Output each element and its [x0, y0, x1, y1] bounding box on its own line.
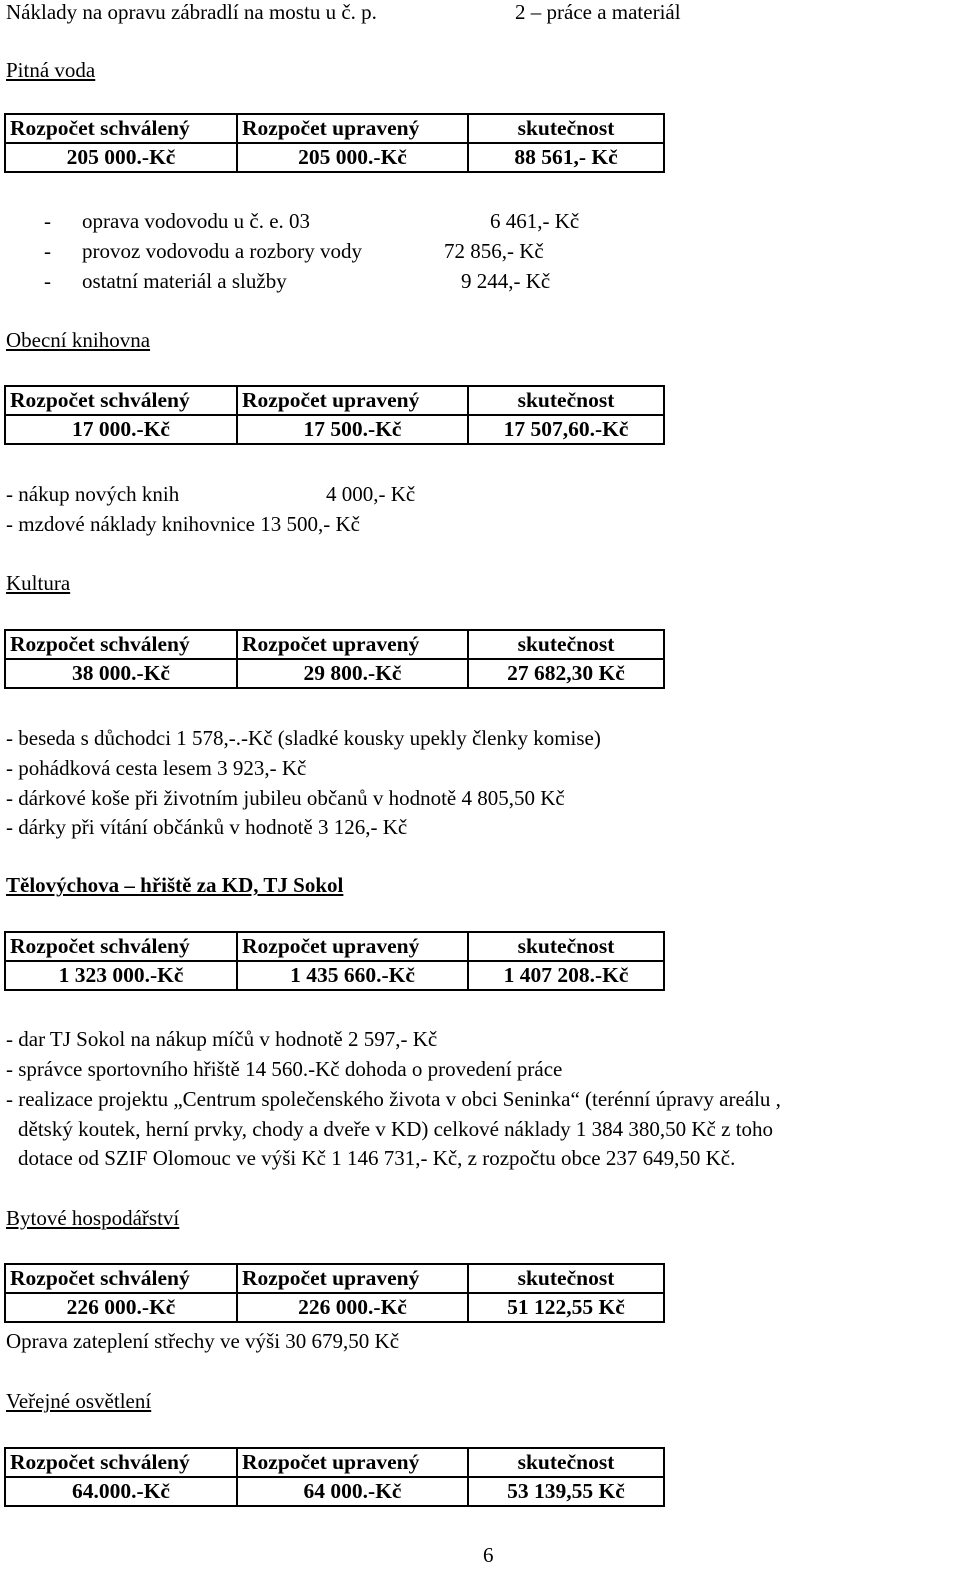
table-header-row	[5, 932, 664, 961]
list-item: - dárkové koše při životním jubileu občanů v hodnotě 4 805,50 Kč	[6, 786, 565, 810]
value-actual: 17 507,60.-Kč	[468, 415, 664, 444]
list-item-continuation: dětský koutek, herní prvky, chody a dveře v KD) celkové náklady 1 384 380,50 Kč z toho	[18, 1117, 774, 1141]
budget-table-kultura	[4, 629, 665, 689]
list-item-amount: 6 461,- Kč	[490, 209, 580, 233]
list-item-label: provoz vodovodu a rozbory vody	[82, 239, 362, 263]
table-header-row	[5, 114, 664, 143]
value-adjusted: 29 800.-Kč	[237, 659, 468, 688]
section-title-telovychova: Tělovýchova – hřiště za KD, TJ Sokol	[6, 873, 344, 897]
header-cell-adjusted: Rozpočet upravený	[237, 386, 468, 415]
value-approved: 17 000.-Kč	[5, 415, 237, 444]
table-header-row	[5, 1448, 664, 1477]
list-bullet: -	[44, 239, 51, 263]
list-item-label: ostatní materiál a služby	[82, 269, 287, 293]
value-actual: 1 407 208.-Kč	[468, 961, 664, 990]
table-header-row	[5, 1264, 664, 1293]
value-actual: 53 139,55 Kč	[468, 1477, 664, 1506]
header-cell-approved: Rozpočet schválený	[5, 1448, 237, 1477]
value-approved: 64.000.-Kč	[5, 1477, 237, 1506]
section-title-knihovna: Obecní knihovna	[6, 328, 151, 352]
header-cell-approved: Rozpočet schválený	[5, 114, 237, 143]
value-adjusted: 64 000.-Kč	[237, 1477, 468, 1506]
list-item: - dar TJ Sokol na nákup míčů v hodnotě 2 597,- Kč	[6, 1027, 438, 1051]
header-cell-approved: Rozpočet schválený	[5, 386, 237, 415]
section-title-bytove: Bytové hospodářství	[6, 1206, 180, 1230]
header-cell-actual: skutečnost	[468, 932, 664, 961]
budget-table-telovychova	[4, 931, 665, 991]
header-text: Náklady na opravu zábradlí na mostu u č. p.	[6, 0, 377, 24]
list-item-label: oprava vodovodu u č. e. 03	[82, 209, 311, 233]
page-number: 6	[483, 1543, 494, 1567]
list-bullet: -	[44, 209, 51, 233]
list-item: - beseda s důchodci 1 578,-.-Kč (sladké kousky upekly členky komise)	[6, 726, 601, 750]
table-value-row	[5, 143, 664, 172]
value-approved: 1 323 000.-Kč	[5, 961, 237, 990]
budget-table-bytove	[4, 1263, 665, 1323]
header-cell-actual: skutečnost	[468, 1264, 664, 1293]
budget-table-knihovna	[4, 385, 665, 445]
budget-table-pitna-voda	[4, 113, 665, 173]
header-cell-actual: skutečnost	[468, 386, 664, 415]
table-header-row	[5, 630, 664, 659]
table-value-row	[5, 659, 664, 688]
value-approved: 38 000.-Kč	[5, 659, 237, 688]
value-actual: 27 682,30 Kč	[468, 659, 664, 688]
list-item: - správce sportovního hřiště 14 560.-Kč dohoda o provedení práce	[6, 1057, 563, 1081]
header-cell-actual: skutečnost	[468, 114, 664, 143]
value-adjusted: 1 435 660.-Kč	[237, 961, 468, 990]
list-item: - pohádková cesta lesem 3 923,- Kč	[6, 756, 307, 780]
note-text: Oprava zateplení střechy ve výši 30 679,50 Kč	[6, 1329, 400, 1353]
value-approved: 205 000.-Kč	[5, 143, 237, 172]
header-cell-actual: skutečnost	[468, 1448, 664, 1477]
table-value-row	[5, 1477, 664, 1506]
header-cell-approved: Rozpočet schválený	[5, 1264, 237, 1293]
section-title-osvetleni: Veřejné osvětlení	[6, 1389, 152, 1413]
table-value-row	[5, 961, 664, 990]
value-approved: 226 000.-Kč	[5, 1293, 237, 1322]
list-item-label: - nákup nových knih	[6, 482, 180, 506]
value-adjusted: 17 500.-Kč	[237, 415, 468, 444]
value-actual: 51 122,55 Kč	[468, 1293, 664, 1322]
list-item: - realizace projektu „Centrum společenského života v obci Seninka“ (terénní úpravy areálu ,	[6, 1087, 781, 1111]
header-cell-adjusted: Rozpočet upravený	[237, 114, 468, 143]
list-item: - mzdové náklady knihovnice 13 500,- Kč	[6, 512, 360, 536]
budget-table-osvetleni	[4, 1447, 665, 1507]
list-item-continuation: dotace od SZIF Olomouc ve výši Kč 1 146 731,- Kč, z rozpočtu obce 237 649,50 Kč.	[18, 1146, 736, 1170]
section-title-pitna-voda: Pitná voda	[6, 58, 96, 82]
table-value-row	[5, 415, 664, 444]
value-actual: 88 561,- Kč	[468, 143, 664, 172]
list-item-amount: 9 244,- Kč	[461, 269, 551, 293]
list-item-amount: 72 856,- Kč	[444, 239, 544, 263]
header-cell-approved: Rozpočet schválený	[5, 630, 237, 659]
header-cell-actual: skutečnost	[468, 630, 664, 659]
list-item-amount: 4 000,- Kč	[326, 482, 416, 506]
list-bullet: -	[44, 269, 51, 293]
header-cell-adjusted: Rozpočet upravený	[237, 1448, 468, 1477]
list-item: - dárky při vítání občánků v hodnotě 3 126,- Kč	[6, 815, 408, 839]
header-cell-adjusted: Rozpočet upravený	[237, 932, 468, 961]
table-header-row	[5, 386, 664, 415]
section-title-kultura: Kultura	[6, 571, 71, 595]
header-cell-adjusted: Rozpočet upravený	[237, 1264, 468, 1293]
value-adjusted: 226 000.-Kč	[237, 1293, 468, 1322]
table-value-row	[5, 1293, 664, 1322]
header-text-right: 2 – práce a materiál	[515, 0, 681, 24]
header-cell-adjusted: Rozpočet upravený	[237, 630, 468, 659]
value-adjusted: 205 000.-Kč	[237, 143, 468, 172]
header-cell-approved: Rozpočet schválený	[5, 932, 237, 961]
